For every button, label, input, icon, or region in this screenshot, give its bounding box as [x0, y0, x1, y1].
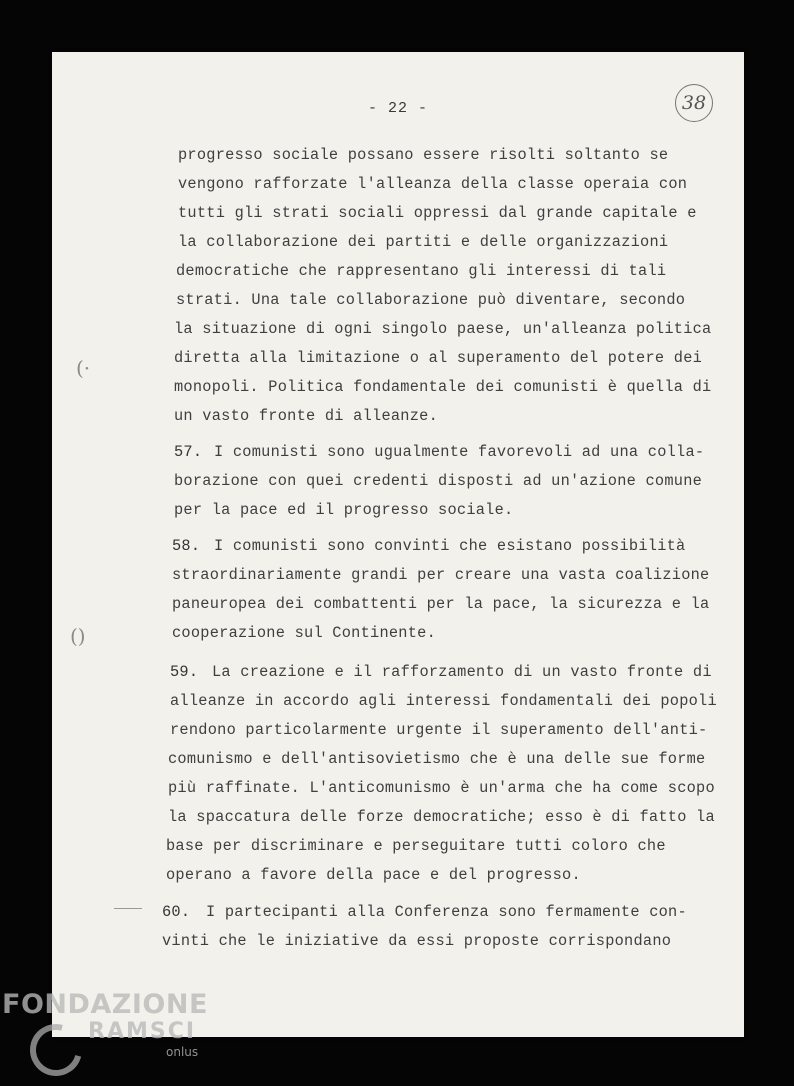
margin-pencil-mark: (· [76, 356, 91, 380]
text-line: I partecipanti alla Conferenza sono fermamente con- [206, 903, 687, 921]
text-line: monopoli. Politica fondamentale dei comunisti è quella di [174, 378, 712, 396]
text-line: più raffinate. L'anticomunismo è un'arma che ha come scopo [168, 779, 715, 797]
watermark-subtitle: RAMSCI [88, 1019, 197, 1044]
page-number: - 22 - [367, 100, 428, 117]
text-line: La creazione e il rafforzamento di un vasto fronte di [212, 663, 712, 681]
paragraph-number: 59. [170, 663, 199, 681]
text-line: I comunisti sono convinti che esistano possibilità [214, 537, 686, 555]
text-line: progresso sociale possano essere risolti soltanto se [178, 146, 669, 164]
paragraph-number: 58. [172, 537, 201, 555]
paragraph-number: 60. [162, 903, 191, 921]
text-line: alleanze in accordo agli interessi fondamentali dei popoli [170, 692, 717, 710]
text-line: un vasto fronte di alleanze. [174, 407, 439, 425]
paragraph-number: 57. [174, 443, 203, 461]
archive-stamp-number: 38 [675, 84, 713, 122]
text-line: straordinariamente grandi per creare una vasta coalizione [172, 566, 710, 584]
text-line: strati. Una tale collaborazione può diventare, secondo [176, 291, 686, 309]
text-line: la spaccatura delle forze democratiche; esso è di fatto la [168, 808, 715, 826]
text-line: borazione con quei credenti disposti ad un'azione comune [174, 472, 703, 490]
watermark-tag: onlus [166, 1045, 199, 1059]
text-line: vengono rafforzate l'alleanza della classe operaia con [178, 175, 688, 193]
text-line: diretta alla limitazione o al superamento del potere dei [174, 349, 703, 367]
text-line: per la pace ed il progresso sociale. [174, 501, 514, 519]
margin-dash-mark [114, 908, 142, 909]
text-line: tutti gli strati sociali oppressi dal grande capitale e [178, 204, 697, 222]
text-line: operano a favore della pace e del progresso. [166, 866, 581, 884]
text-line: la collaborazione dei partiti e delle organizzazioni [178, 233, 669, 251]
text-line: paneuropea dei combattenti per la pace, la sicurezza e la [172, 595, 710, 613]
margin-pencil-mark: () [70, 624, 86, 648]
text-line: democratiche che rappresentano gli interessi di tali [176, 262, 667, 280]
text-line: la situazione di ogni singolo paese, un'alleanza politica [174, 320, 712, 338]
text-line: vinti che le iniziative da essi proposte corrispondano [162, 932, 672, 950]
document-page [52, 52, 744, 1037]
watermark-title: FONDAZIONE [2, 989, 208, 1020]
text-line: rendono particolarmente urgente il superamento dell'anti- [170, 721, 708, 739]
text-line: base per discriminare e perseguitare tutti coloro che [166, 837, 666, 855]
text-line: cooperazione sul Continente. [172, 624, 437, 642]
text-line: comunismo e dell'antisovietismo che è una delle sue forme [168, 750, 706, 768]
text-line: I comunisti sono ugualmente favorevoli ad una colla- [214, 443, 705, 461]
